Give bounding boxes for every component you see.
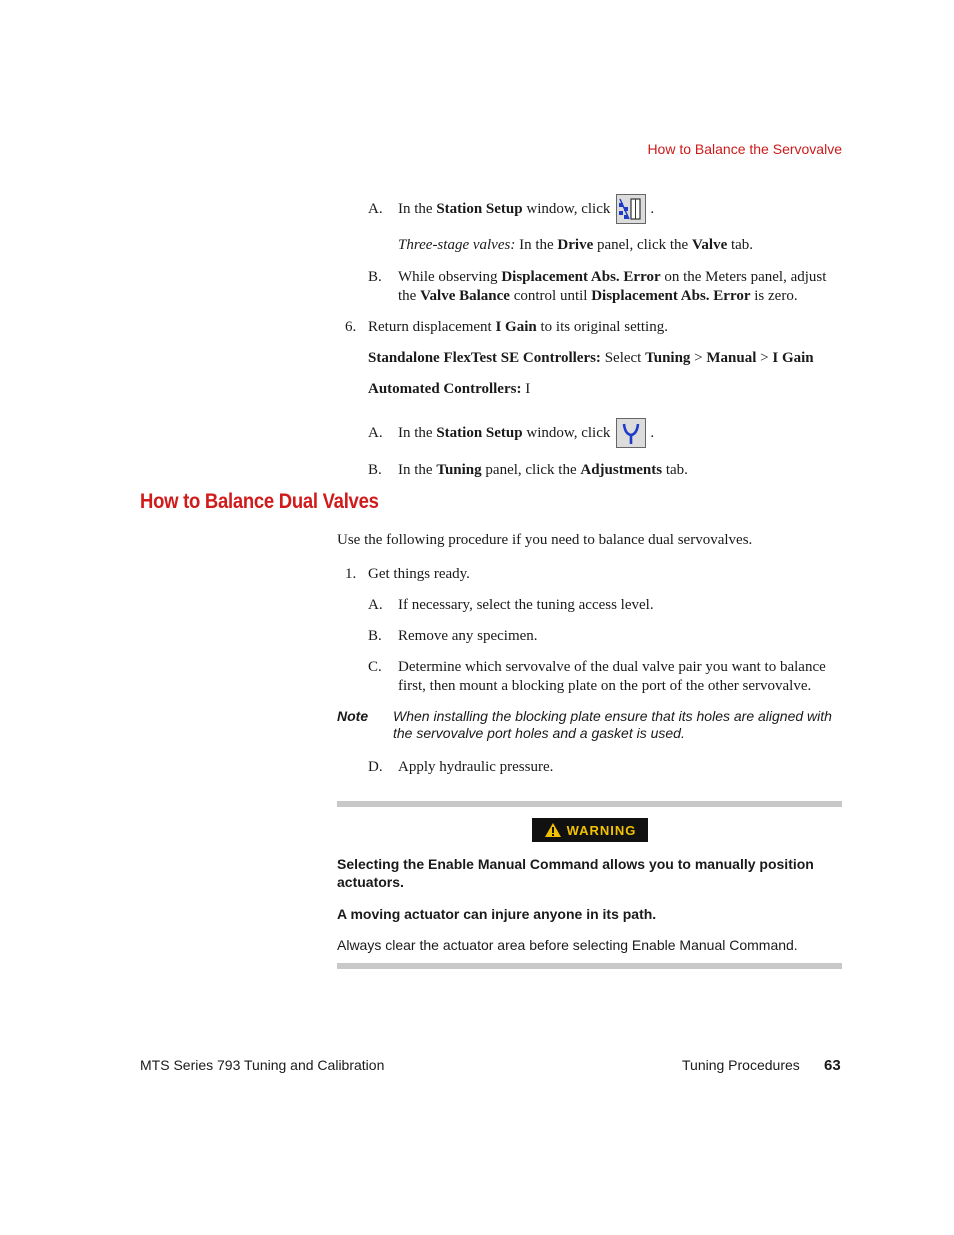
three-stage-note [398, 236, 753, 255]
text-run: window, click [526, 424, 611, 441]
note-label: Note [337, 708, 369, 724]
bold-run: Valve Balance [420, 288, 510, 304]
text-run: to its original setting. [536, 319, 668, 335]
footer-doc-title: MTS Series 793 Tuning and Calibration [140, 1057, 385, 1073]
text-run: In the [398, 424, 433, 441]
warning-line-2: A moving actuator can injure anyone in its path. [337, 906, 657, 922]
text-line: When installing the blocking plate ensure that its holes are aligned with [393, 708, 832, 724]
bold-run: Tuning [645, 350, 691, 366]
bold-run: Displacement Abs. Error [591, 288, 751, 304]
text-run: window, click [526, 200, 611, 217]
text-run: In the [398, 462, 437, 478]
step-1-text: Get things ready. [368, 566, 470, 582]
running-header: How to Balance the Servovalve [647, 141, 842, 157]
text-run: panel, click the [593, 237, 692, 253]
substep-marker-b: B. [368, 628, 382, 644]
italic-run: Three-stage valves: [398, 237, 516, 253]
tuning-fork-icon[interactable] [616, 418, 646, 448]
substep-marker-d: D. [368, 759, 383, 775]
text-run: the [398, 288, 421, 304]
automated-path [368, 380, 530, 399]
substep-d-text: Apply hydraulic pressure. [398, 759, 554, 775]
warning-bottom-rule [337, 963, 842, 969]
text-run: In the [398, 200, 433, 217]
text-run: panel, click the [481, 462, 581, 478]
substep-b-text: Remove any specimen. [398, 628, 538, 644]
substep-a-text: If necessary, select the tuning access level. [398, 597, 654, 613]
text-run: I [521, 381, 531, 397]
bold-run: Displacement Abs. Error [501, 269, 661, 285]
bold-run: Valve [691, 237, 728, 253]
warning-line-3: Always clear the actuator area before selecting Enable Manual Command. [337, 937, 798, 953]
text-run: Select [600, 350, 646, 366]
bold-run: Station Setup [436, 200, 523, 217]
bold-run: Station Setup [436, 424, 523, 441]
note-text [393, 708, 843, 742]
bold-run: Automated Controllers: [368, 381, 522, 397]
step-marker-a: A. [368, 425, 383, 441]
station-drive-icon[interactable] [616, 194, 646, 224]
text-line: the servovalve port holes and a gasket is used. [393, 725, 685, 741]
text-run: tab. [662, 462, 688, 478]
text-run: In the [515, 237, 558, 253]
step-a-station-setup [398, 193, 654, 225]
warning-top-rule [337, 801, 842, 807]
step-marker-1: 1. [345, 566, 357, 582]
substep-marker-c: C. [368, 659, 382, 675]
bold-run: I Gain [772, 350, 814, 366]
step-marker-a: A. [368, 201, 383, 217]
bold-run: Standalone FlexTest SE Controllers: [368, 350, 601, 366]
step-a-station-setup [398, 417, 654, 449]
section-intro: Use the following procedure if you need to balance dual servovalves. [337, 532, 753, 548]
text-line: actuators. [337, 874, 404, 890]
bold-run: I Gain [495, 319, 537, 335]
bold-run: Adjustments [580, 462, 663, 478]
page-number: 63 [824, 1057, 841, 1074]
section-title: How to Balance Dual Valves [140, 490, 379, 513]
warning-triangle-icon [544, 822, 562, 838]
footer-section: Tuning Procedures [682, 1057, 800, 1073]
text-run: is zero. [750, 288, 798, 304]
substep-marker-a: A. [368, 597, 383, 613]
bold-run: Drive [557, 237, 594, 253]
warning-badge [532, 818, 648, 842]
text-line [398, 268, 826, 287]
text-run: on the Meters panel, adjust [660, 269, 827, 285]
step-marker-6: 6. [345, 319, 357, 335]
text-line: Determine which servovalve of the dual valve pair you want to balance [398, 659, 826, 675]
bold-run: Manual [706, 350, 757, 366]
text-run: . [650, 200, 655, 217]
step-6-return-gain [368, 318, 668, 337]
warning-line-1 [337, 855, 842, 891]
text-line: Selecting the Enable Manual Command allows you to manually position [337, 856, 814, 872]
step-b-displacement [398, 268, 826, 306]
text-run: > [690, 350, 707, 366]
bold-run: Tuning [436, 462, 482, 478]
text-run: While observing [398, 269, 502, 285]
text-run: > [756, 350, 773, 366]
substep-c-text [398, 658, 826, 696]
standalone-path [368, 349, 814, 368]
text-line [398, 287, 826, 306]
text-run: Return displacement [368, 319, 496, 335]
step-marker-b: B. [368, 462, 382, 478]
text-run: . [650, 424, 655, 441]
text-line: first, then mount a blocking plate on the port of the other servovalve. [398, 678, 812, 694]
step-b-adjustments [398, 461, 688, 480]
step-marker-b: B. [368, 269, 382, 285]
text-run: control until [509, 288, 592, 304]
text-run: tab. [727, 237, 754, 253]
warning-badge-label: WARNING [566, 822, 637, 838]
